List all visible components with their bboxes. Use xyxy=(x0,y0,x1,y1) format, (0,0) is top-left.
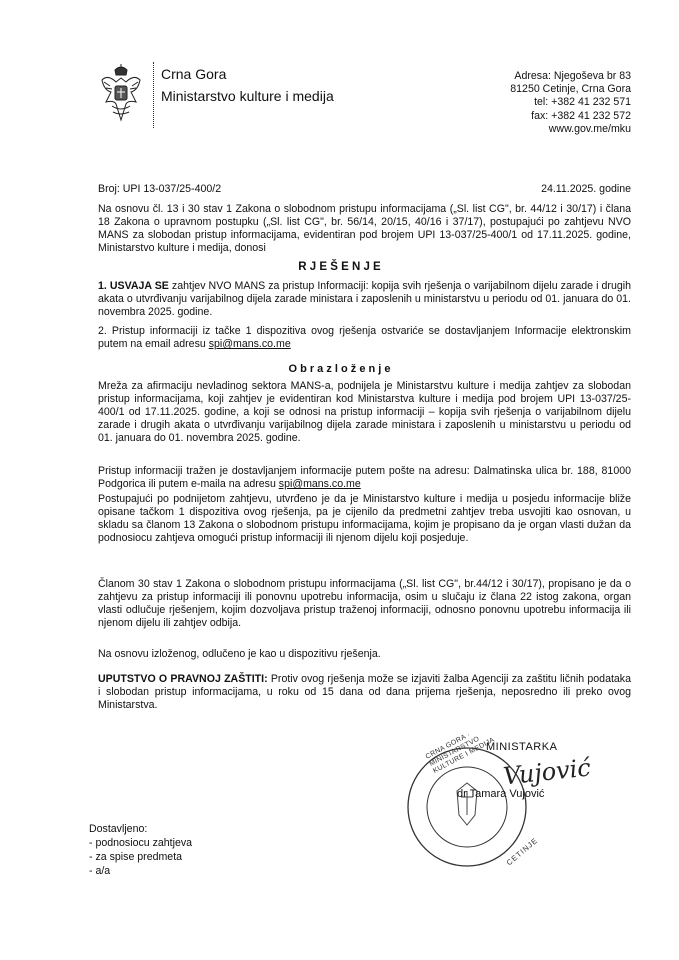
distribution-item: - podnosiocu zahtjeva xyxy=(89,837,193,849)
legal-remedy-text: Protiv ovog rješenja može se izjaviti žalba Agenciji za zaštitu ličnih podataka i slobodan pristup informacijama, u roku od 15 dana od dana prijema rješenja, neposredno ili preko ovog Ministarstva. xyxy=(98,673,631,711)
distribution-list xyxy=(89,822,192,878)
reasoning-paragraph-2 xyxy=(98,465,631,491)
header-address-block xyxy=(510,70,631,136)
legal-remedy-instruction xyxy=(98,673,631,712)
reasoning-paragraph-4: Članom 30 stav 1 Zakona o slobodnom pristupu informacijama („Sl. list CG", br.44/12 i 30/17), propisano je da o zahtjevu za pristup informaciji ili ponovnu upotrebu informacija, osim u slučaju iz člana 22 istog zakona, organ vlasti odlučuje rješenjem, kojim dozvoljava pristup traženoj informaciji, odnosno ponovnu upotrebu informacija ili njenom dijelu ili zahtjev odbija. xyxy=(98,578,631,629)
decision-email-link[interactable]: spi@mans.co.me xyxy=(208,338,291,350)
header-divider xyxy=(153,62,154,128)
website-link[interactable]: www.gov.me/mku xyxy=(548,122,631,135)
decision-item-2 xyxy=(98,325,631,351)
reasoning-paragraph-2-text: Pristup informaciji tražen je dostavljanjem informacije putem pošte na adresu: Dalmatinska ulica br. 188, 81000 Podgorica ili putem e-maila na adresu xyxy=(98,465,631,490)
reasoning-email-link[interactable]: spi@mans.co.me xyxy=(278,478,361,490)
tel-line: tel: +382 41 232 571 xyxy=(534,96,631,109)
header-country: Crna Gora xyxy=(161,66,227,82)
signatory-title: MINISTARKA xyxy=(486,741,558,753)
document-date: 24.11.2025. godine xyxy=(541,183,631,195)
reasoning-title: O b r a z l o ž e n j e xyxy=(288,363,391,375)
distribution-title: Dostavljeno: xyxy=(89,823,148,835)
decision-item-2-text: 2. Pristup informaciji iz tačke 1 dispozitiva ovog rješenja ostvariće se dostavljanjem Informacije elektronskim putem na email adresu xyxy=(98,325,631,350)
decision-item-1-text: zahtjev NVO MANS za pristup Informaciji: kopija svih rješenja o varijabilnom dijelu zarade i drugih akata o utvrđivanju varijabilnog dijela zarade ministara i zaposlenih u ministarstvu u periodu od 01. januara do 01. novembra 2025. godine. xyxy=(98,280,631,318)
distribution-item: - a/a xyxy=(89,865,111,877)
reference-number: Broj: UPI 13-037/25-400/2 xyxy=(98,183,222,195)
decision-item-1-label: 1. USVAJA SE xyxy=(98,280,169,292)
coat-of-arms-logo xyxy=(98,62,144,126)
header-ministry: Ministarstvo kulture i medija xyxy=(161,88,334,104)
stamp-text: CRNA GORA · MINISTARSTVO KULTURE I MEDIJA xyxy=(424,731,496,775)
reasoning-paragraph-3: Postupajući po podnijetom zahtjevu, utvrđeno je da je Ministarstvo kulture i medija u posjedu informacije bliže opisane tačkom 1 dispozitiva ovog rješenja, pa je cijenilo da predmetni zahtjev treba usvojiti kao osnovan, u skladu sa članom 13 Zakona o slobodnom pristupu informacijama, kojim je propisano da je organ vlasti dužan da podnosiocu zahtjeva omogući pristup informaciji ili njenom dijelu koji posjeduje. xyxy=(98,493,631,544)
decision-title: R J E Š E N J E xyxy=(298,261,381,273)
fax-line: fax: +382 41 232 572 xyxy=(531,109,631,122)
address-line: Adresa: Njegoševa br 83 xyxy=(514,70,631,82)
reasoning-paragraph-1: Mreža za afirmaciju nevladinog sektora MANS-a, podnijela je Ministarstvu kulture i medija zahtjev za slobodan pristup informacijama, koji zahtjev je evidentiran kod Ministarstva kulture i medija pod brojem UPI 13-037/25-400/1 od 17.11.2025. godine, a koji se odnosi na pristup informaciji – kopija svih rješenja o varijabilnom dijelu zarade i drugih akata o utvrđivanju varijabilnog dijela zarade ministara i zaposlenih u ministarstvu u periodu od 01. januara do 01. novembra 2025. godine. xyxy=(98,380,631,444)
handwritten-signature: Vujović xyxy=(501,753,593,791)
stamp-city: CETINJE xyxy=(504,835,540,868)
preamble-paragraph: Na osnovu čl. 13 i 30 stav 1 Zakona o slobodnom pristupu informacijama („Sl. list CG", br. 44/12 i 30/17) i člana 18 Zakona o upravnom postupku („Sl. list CG", br. 56/14, 20/15, 40/16 i 37/17), postupajući po zahtjevu NVO MANS za slobodan pristup informacijama, evidentiran pod brojem UPI 13-037/25-400/1 od 17.11.2025. godine, Ministarstvo kulture i medija, donosi xyxy=(98,203,631,254)
distribution-item: - za spise predmeta xyxy=(89,851,183,863)
decision-item-1 xyxy=(98,280,631,319)
signatory-name: dr Tamara Vujović xyxy=(457,788,545,800)
legal-remedy-label: UPUTSTVO O PRAVNOJ ZAŠTITI: xyxy=(98,673,268,685)
postal-line: 81250 Cetinje, Crna Gora xyxy=(510,83,631,96)
reasoning-paragraph-5: Na osnovu izloženog, odlučeno je kao u dispozitivu rješenja. xyxy=(98,648,381,660)
